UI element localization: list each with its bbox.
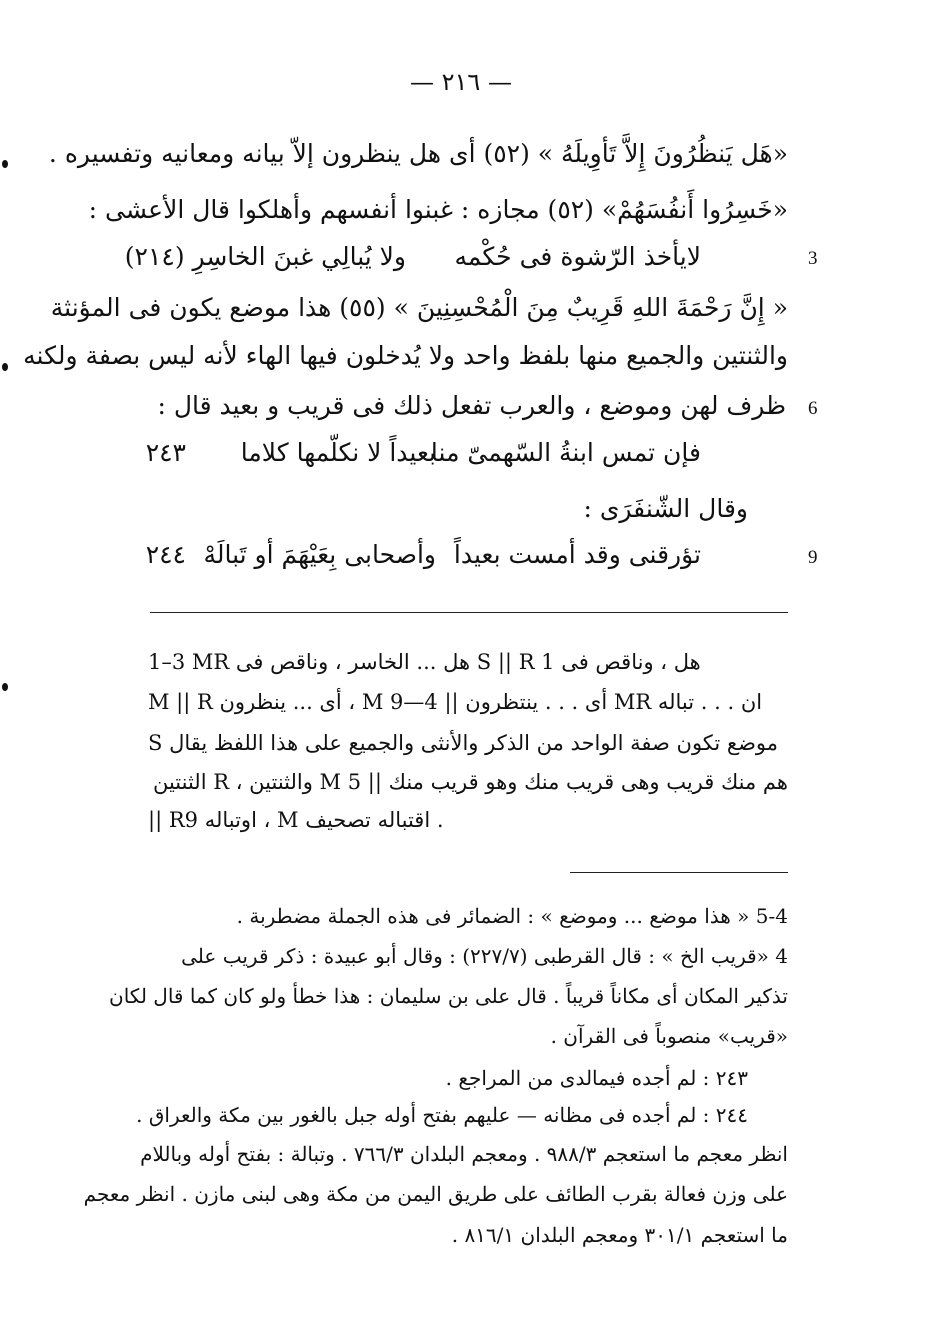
verse-left-hemistich: بعيداً لا نكلّمها كلاما [240,438,436,467]
line-number: 6 [808,398,818,419]
apparatus-line: || R9 اوتباله ، M اقتباله تصحيف . [148,808,444,832]
main-line-2: «خَسِرُوا أَنفُسَهُمْ» (٥٢) مجازه : غبنوا أنفسهم وأهلكوا قال الأعشى : [88,195,788,224]
note-line: ما استعجم ٣٠١/١ ومعجم البلدان ٨١٦/١ . [451,1223,788,1247]
line-number: 9 [808,547,818,568]
verse-reference: ٢٤٣ [145,438,186,467]
main-line-1: «هَل يَنظُرُونَ إِلاَّ تَأوِيلَهُ » (٥٢) أى هل ينظرون إلاّ بيانه ومعانيه وتفسيره . [48,139,788,168]
note-line: تذكير المكان أى مكاناً قريباً . قال على بن سليمان : هذا خطأ ولو كان كما قال لكان [109,984,788,1008]
apparatus-line: M || R أى ... ينظرون ، M أى . . . ينتظرون || 4—9 MR ان . . . تباله [148,690,763,714]
verse-reference: ٢٤٤ [145,540,186,569]
note-line: انظر معجم ما استعجم ٩٨٨/٣ . ومعجم البلدان ٧٦٦/٣ . وتبالة : بفتح أوله وباللام [140,1142,788,1166]
apparatus-line: S موضع تكون صفة الواحد من الذكر والأنثى والجميع على هذا اللفظ يقال [148,731,779,755]
section-divider [150,612,788,613]
main-line-4: « إِنَّ رَحْمَةَ اللهِ قَرِيبٌ مِنَ الْمُحْسِنِينَ » (٥٥) هذا موضع يكون فى المؤنثة [50,293,788,322]
note-line: 4 «قريب الخ » : قال القرطبى (٢٢٧/٧) : وقال أبو عبيدة : ذكر قريب على [181,944,788,968]
margin-mark [2,363,8,371]
main-line-6: ظرف لهن وموضع ، والعرب تفعل ذلك فى قريب و بعيد قال : [157,391,786,420]
note-line: ٢٤٣ : لم أجده فيمالدى من المراجع . [445,1066,748,1090]
line-number: 3 [808,248,818,269]
margin-mark [2,683,8,691]
notes-divider [570,872,788,873]
main-line-5: والثنتين والجميع منها بلفظ واحد ولا يُدخلون فيها الهاء لأنه ليس بصفة ولكنه [23,341,788,370]
margin-mark [2,160,8,168]
apparatus-line: هم منك قريب وهى قريب منك وهو قريب منك || 5 M والثنتين ، R الثنتين [152,770,788,794]
verse-right-hemistich: تؤرقنى وقد أمست بعيداً [453,540,701,569]
verse-left-hemistich: ولا يُبالِي غبنَ الخاسِرِ (٢١٤) [124,242,406,271]
page-number: — ٢١٦ — [410,68,512,96]
verse-right-hemistich: فإن تمس ابنةُ السّهمىّ منا [430,438,701,467]
verse-left-hemistich: وأصحابى بِعَيْهَمَ أو تَبالَهْ [203,540,436,569]
verse-right-hemistich: لايأخذ الرّشوة فى حُكْمه [454,242,701,271]
main-line-8: وقال الشّنفَرَى : [583,494,748,523]
note-line: ٢٤٤ : لم أجده فى مظانه — عليهم بفتح أوله جبل بالغور بين مكة والعراق . [136,1103,748,1127]
note-line: على وزن فعالة بقرب الطائف على طريق اليمن من مكة وهى لبنى مازن . انظر معجم [83,1182,788,1206]
note-line: 5-4 « هذا موضع ... وموضع » : الضمائر فى هذه الجملة مضطربة . [236,904,788,928]
apparatus-line: 1–3 MR هل ... الخاسر ، وناقص فى S || R 1 هل ، وناقص فى [148,650,701,674]
note-line: «قريب» منصوباً فى القرآن . [550,1024,788,1048]
